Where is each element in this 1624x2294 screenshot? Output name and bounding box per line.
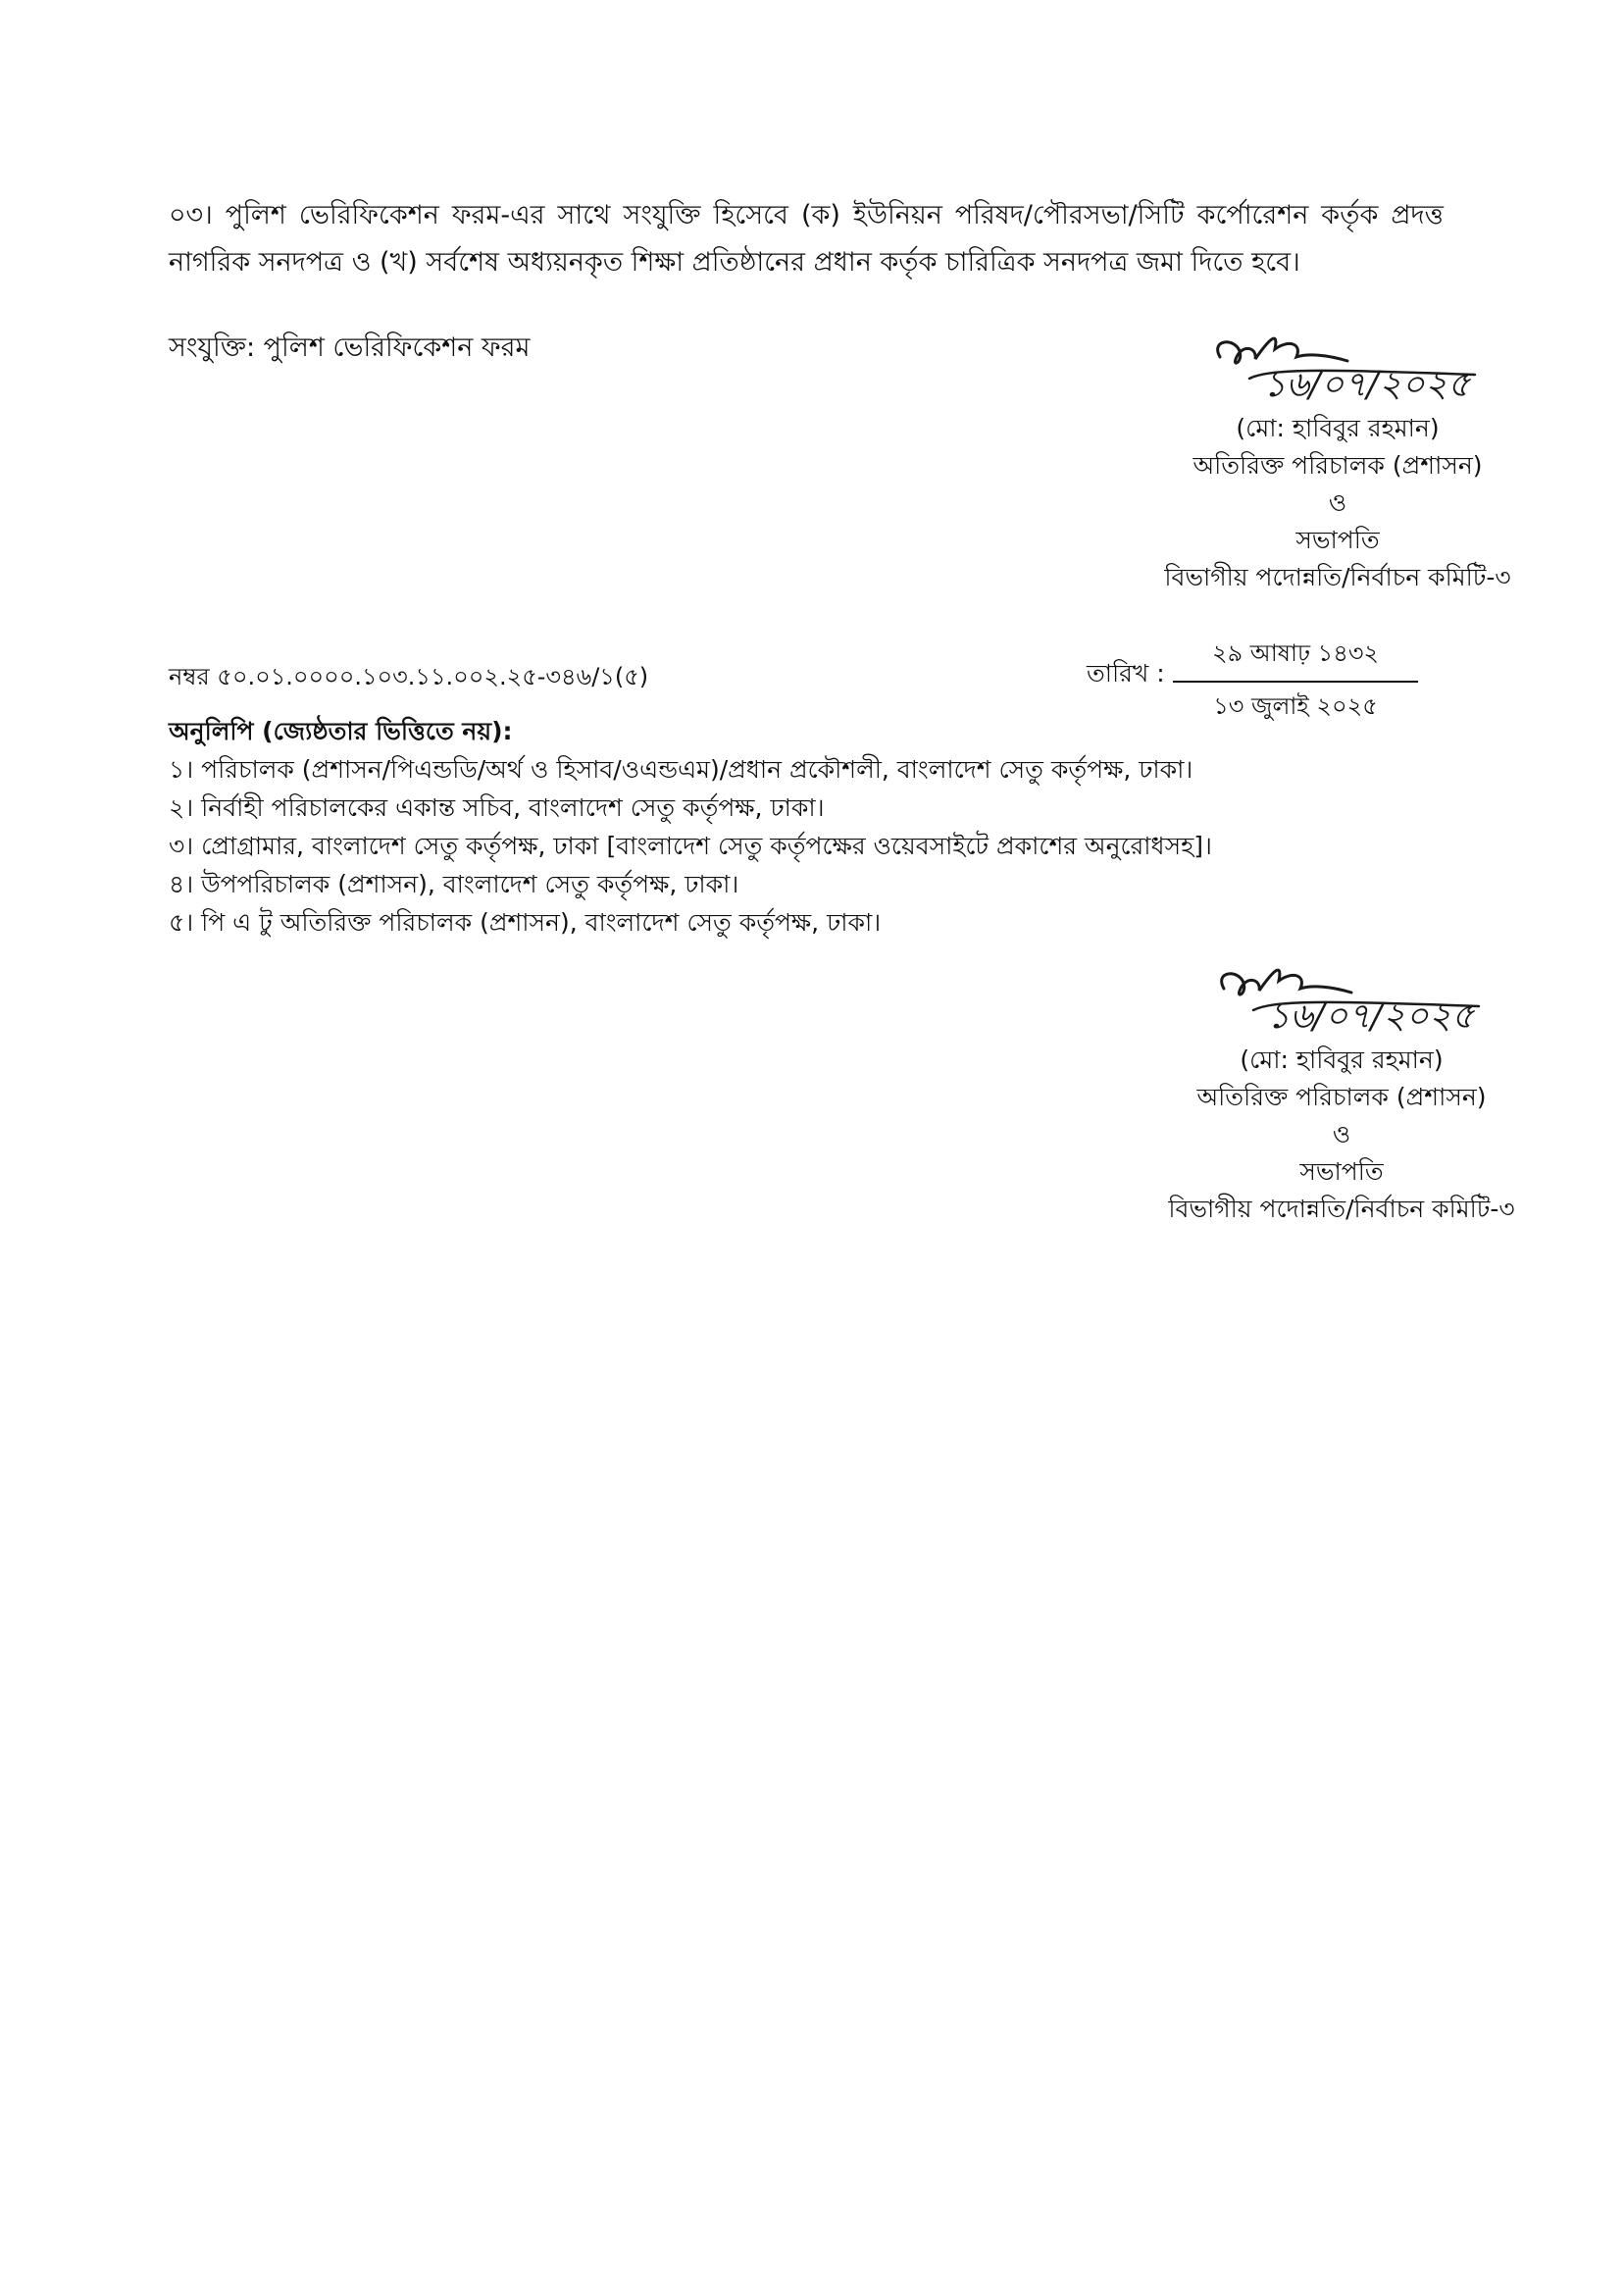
handwritten-signature xyxy=(1067,942,1616,1040)
svg-text:১৬/০৭/২০২৫: ১৬/০৭/২০২৫ xyxy=(1267,996,1475,1037)
signatory-name: (মো: হাবিবুর রহমান) xyxy=(1240,1045,1444,1074)
copy-list-item: ৩। প্রোগ্রামার, বাংলাদেশ সেতু কর্তৃপক্ষ, ঢাকা [বাংলাদেশ সেতু কর্তৃপক্ষের ওয়েবসাইটে প্রকাশের অনুরোধসহ]। xyxy=(169,832,1212,860)
conjunction: ও xyxy=(1332,1120,1351,1148)
conjunction: ও xyxy=(1328,488,1347,517)
signatory-role: সভাপতি xyxy=(1295,526,1380,554)
copy-list-heading: অনুলিপি (জ্যেষ্ঠতার ভিত্তিতে নয়): xyxy=(169,717,513,745)
paragraph-03: ০৩। পুলিশ ভেরিফিকেশন ফরম-এর সাথে সংযুক্তি হিসেবে (ক) ইউনিয়ন পরিষদ/পৌরসভা/সিটি কর্পোরেশন কর্তৃক প্রদত্ত নাগরিক সনদপত্র ও (খ) সর্বশেষ অধ্যয়নকৃত শিক্ষা প্রতিষ্ঠানের প্রধান কর্তৃক চারিত্রিক সনদপত্র জমা দিতে হবে। xyxy=(169,200,1444,278)
date-bangla: ২৯ আষাঢ় ১৪৩২ xyxy=(1173,636,1418,683)
signature-block-1 xyxy=(1063,310,1612,596)
handwritten-signature xyxy=(1063,310,1612,408)
committee-name: বিভাগীয় পদোন্নতি/নির্বাচন কমিটি-৩ xyxy=(1168,1195,1515,1223)
date-english: ১৩ জুলাই ২০২৫ xyxy=(1213,692,1378,720)
signatory-name: (মো: হাবিবুর রহমান) xyxy=(1236,414,1440,442)
date-label: তারিখ : xyxy=(1087,659,1165,688)
copy-list-item: ১। পরিচালক (প্রশাসন/পিএন্ডডি/অর্থ ও হিসাব/ওএন্ডএম)/প্রধান প্রকৌশলী, বাংলাদেশ সেতু কর্তৃপক্ষ, ঢাকা। xyxy=(169,755,1193,784)
copy-list-item: ৫। পি এ টু অতিরিক্ত পরিচালক (প্রশাসন), বাংলাদেশ সেতু কর্তৃপক্ষ, ঢাকা। xyxy=(169,908,882,937)
copy-list xyxy=(169,712,1463,942)
svg-text:১৬/০৭/২০২৫: ১৬/০৭/২০২৫ xyxy=(1263,365,1471,405)
memo-number: নম্বর ৫০.০১.০০০০.১০৩.১১.০০২.২৫-৩৪৬/১(৫) xyxy=(169,663,649,690)
committee-name: বিভাগীয় পদোন্নতি/নির্বাচন কমিটি-৩ xyxy=(1164,563,1511,591)
signatory-designation: অতিরিক্ত পরিচালক (প্রশাসন) xyxy=(1193,451,1483,480)
attachment-line: সংযুক্তি: পুলিশ ভেরিফিকেশন ফরম xyxy=(169,332,531,363)
copy-list-item: ২। নির্বাহী পরিচালকের একান্ত সচিব, বাংলাদেশ সেতু কর্তৃপক্ষ, ঢাকা। xyxy=(169,793,825,822)
signatory-designation: অতিরিক্ত পরিচালক (প্রশাসন) xyxy=(1196,1083,1487,1111)
signature-block-2 xyxy=(1067,942,1616,1228)
copy-list-item: ৪। উপপরিচালক (প্রশাসন), বাংলাদেশ সেতু কর্তৃপক্ষ, ঢাকা। xyxy=(169,870,739,898)
signatory-role: সভাপতি xyxy=(1299,1157,1384,1186)
